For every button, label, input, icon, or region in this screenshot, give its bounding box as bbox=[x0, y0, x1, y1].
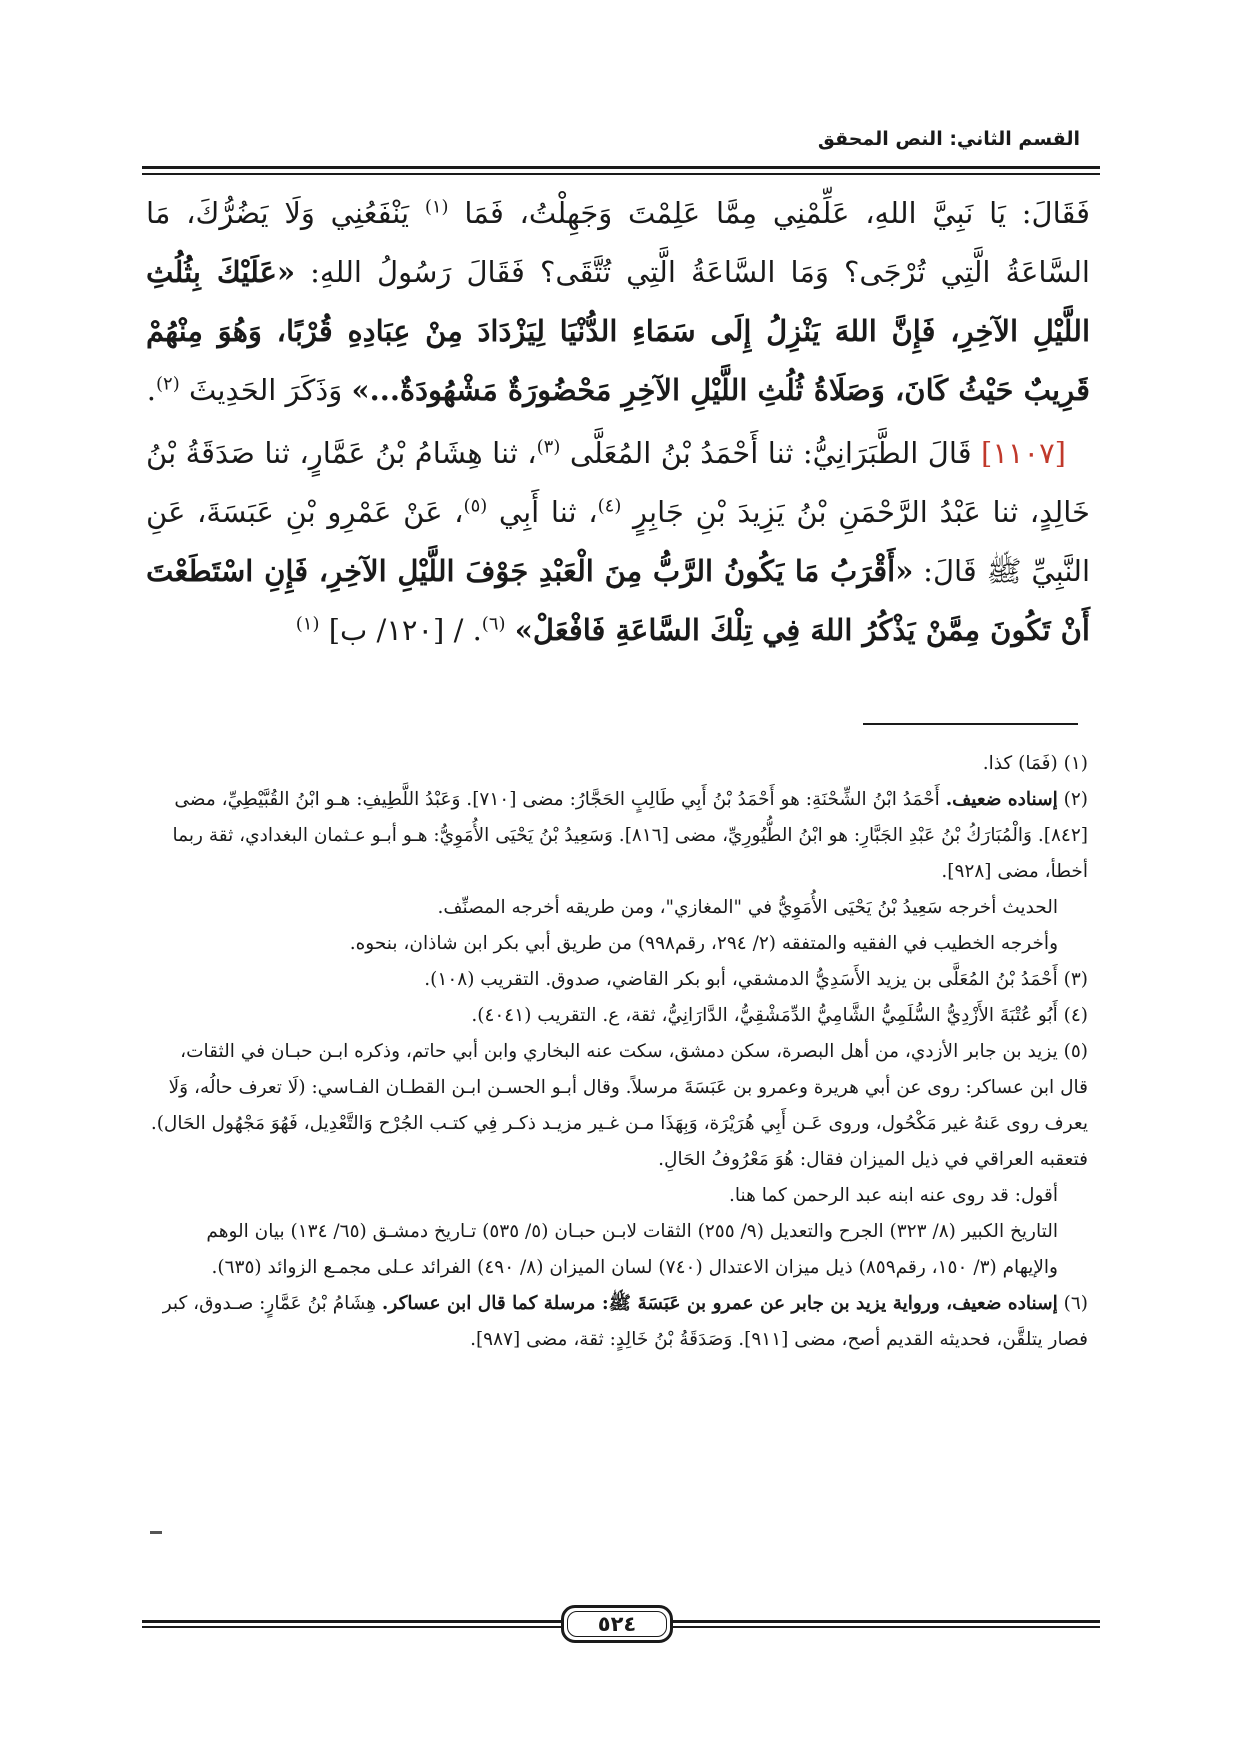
footnote-5-continued: أقول: قد روى عنه ابنه عبد الرحمن كما هنا. bbox=[728, 1185, 1058, 1206]
text-span: قَالَ الطَّبَرَانِيُّ: ثنا أَحْمَدُ بْنُ المُعَلَّى bbox=[560, 436, 982, 470]
header-rule bbox=[142, 166, 1100, 175]
footnote-separator bbox=[863, 723, 1078, 725]
footnote-6 bbox=[150, 1286, 1088, 1358]
footnote-label: (٦) bbox=[1057, 1293, 1088, 1314]
footnote-verdict: إسناده ضعيف. bbox=[945, 789, 1058, 810]
footnote-verdict: إسناده ضعيف، ورواية يزيد بن جابر عن عمرو بن عَبَسَةَ ﷺ: مرسلة كما قال ابن عساكر. bbox=[381, 1293, 1058, 1314]
footnote-label: (٢) bbox=[1057, 789, 1088, 810]
folio-marker: . / [١٢٠/ ب] bbox=[319, 613, 482, 647]
text-span: فَقَالَ: يَا نَبِيَّ اللهِ، عَلِّمْنِي مِمَّا عَلِمْتَ وَجَهِلْتُ، فَمَا bbox=[448, 196, 1090, 230]
footnote-ref-5[interactable]: (٥) bbox=[463, 495, 488, 517]
text-span: يَنْفَعُنِي وَلَا يَضُرُّكَ، مَا السَّاعَةُ الَّتِي تُرْجَى؟ وَمَا السَّاعَةُ الَّتِي تُتَّقَى؟ فَقَالَ رَسُولُ اللهِ: bbox=[146, 196, 1090, 289]
footnote-ref-4[interactable]: (٤) bbox=[597, 495, 622, 517]
footnote-4: (٤) أَبُو عُتْبَةَ الأَزْدِيُّ السُّلَمِيُّ الشَّامِيُّ الدِّمَشْقِيُّ، الدَّارَانِيُّ، ثقة، ع. التقريب (٤٠٤١). bbox=[471, 1005, 1088, 1026]
footnote-text: أَحْمَدُ ابْنُ الشِّحْنَةِ: هو أَحْمَدُ بْنُ أَبِي طَالِبٍ الحَجَّارُ: مضى [٧١٠]. وَعَبْدُ اللَّطِيفِ: هـو ابْنُ القُبَّيْطِيِّ، مضى [٨٤٢]. وَالْمُبَارَكُ بْنُ عَبْدِ الجَبَّارِ: هو ابْنُ الطُّيُورِيِّ، مضى [٨١٦]. وَسَعِيدُ بْنُ يَحْيَى الأُمَوِيُّ: هـو أبـو عـثمان البغدادي، ثقة ربما أخطأ، مضى [٩٢٨]. bbox=[172, 789, 1088, 882]
hadith-text-bold: «أَقْرَبُ مَا يَكُونُ الرَّبُّ مِنَ الْعَبْدِ جَوْفَ اللَّيْلِ الآخِرِ، فَإِنِ اسْتَطَعْتَ أَنْ تَكُونَ مِمَّنْ يَذْكُرُ اللهَ فِي تِلْكَ السَّاعَةِ فَافْعَلْ» bbox=[146, 554, 1090, 647]
hadith-text-bold: «عَلَيْكَ بِثُلُثِ اللَّيْلِ الآخِرِ، فَإِنَّ اللهَ يَنْزِلُ إِلَى سَمَاءِ الدُّنْيَا لِيَزْدَادَ مِنْ عِبَادِهِ قُرْبًا، وَهُوَ مِنْهُمْ قَرِيبٌ حَيْثُ كَانَ، وَصَلَاةُ ثُلُثِ اللَّيْلِ الآخِرِ مَحْضُورَةٌ مَشْهُودَةٌ...» bbox=[146, 255, 1090, 407]
main-text bbox=[146, 184, 1090, 660]
running-header: القسم الثاني: النص المحقق bbox=[817, 128, 1080, 150]
paragraph-1 bbox=[146, 184, 1090, 420]
dash-mark bbox=[150, 1531, 162, 1534]
footnote-2-continued: وأخرجه الخطيب في الفقيه والمتفقه (٢/ ٢٩٤، رقم٩٩٨) من طريق أبي بكر ابن شاذان، بنحوه. bbox=[349, 933, 1058, 954]
footnote-1: (١) (فَمَا) كذا. bbox=[982, 753, 1088, 774]
footnote-5: (٥) يزيد بن جابر الأزدي، من أهل البصرة، سكن دمشق، سكت عنه البخاري وابن أبي حاتم، وذكره ابـن حبـان في الثقات، قال ابن عساكر: روى عن أبي هريرة وعمرو بن عَبَسَةَ مرسلاً. وقال أبـو الحسـن ابـن القطـان الفـاسي: (لَا تعرف حالُه، وَلَا يعرف روى عَنهُ غير مَكْحُول، وروى عَـن أَبِي هُرَيْرَة، وَبِهَذَا مـن غـير مزيـد ذكـر فِي كتـب الجُرْح وَالتَّعْدِيل، فَهُوَ مَجْهُول الحَال). فتعقبه العراقي في ذيل الميزان فقال: هُوَ مَعْرُوفُ الحَالِ. bbox=[150, 1041, 1088, 1170]
hadith-number: [١١٠٧] bbox=[981, 436, 1066, 470]
text-span: ، عَنْ عَمْرِو بْنِ عَبَسَةَ، عَنِ النَّبِيِّ ﷺ قَالَ: bbox=[146, 495, 1091, 588]
footnote-3: (٣) أَحْمَدُ بْنُ المُعَلَّى بن يزيد الأَسَدِيُّ الدمشقي، أبو بكر القاضي، صدوق. التقريب (١٠٨). bbox=[424, 969, 1088, 990]
text-span: وَذَكَرَ الحَدِيثَ bbox=[179, 373, 352, 407]
footnote-text: هِشَامُ بْنُ عَمَّارٍ: صـدوق، كبر فصار يتلقَّن، فحديثه القديم أصح، مضى [٩١١]. وَصَدَقَةُ بْنُ خَالِدٍ: ثقة، مضى [٩٨٧]. bbox=[162, 1293, 1088, 1350]
footnotes bbox=[150, 746, 1088, 1358]
text-span: ، ثنا هِشَامُ بْنُ عَمَّارٍ، ثنا صَدَقَةُ بْنُ خَالِدٍ، ثنا عَبْدُ الرَّحْمَنِ بْنُ يَزِيدَ بْنِ جَابِرٍ bbox=[146, 436, 1090, 529]
footnote-ref-1b[interactable]: (١) bbox=[295, 613, 320, 635]
paragraph-2 bbox=[146, 424, 1090, 660]
page-number: ٥٢٤ bbox=[597, 1612, 637, 1636]
text-span: . bbox=[146, 373, 156, 407]
footnote-2 bbox=[150, 782, 1088, 890]
footnote-ref-3[interactable]: (٣) bbox=[536, 436, 561, 458]
footnote-ref-6[interactable]: (٦) bbox=[481, 613, 506, 635]
footnote-5-sources: التاريخ الكبير (٨/ ٣٢٣) الجرح والتعديل (٩/ ٢٥٥) الثقات لابـن حبـان (٥/ ٥٣٥) تـاريخ دمشـق (٦٥/ ١٣٤) بيان الوهم والإيهام (٣/ ١٥٠، رقم٨٥٩) ذيل ميزان الاعتدال (٧٤٠) لسان الميزان (٨/ ٤٩٠) الفرائد عـلى مجمـع الزوائد (٦٣٥). bbox=[206, 1221, 1058, 1278]
page-number-frame bbox=[561, 1605, 673, 1643]
footnote-2-continued: الحديث أخرجه سَعِيدُ بْنُ يَحْيَى الأُمَوِيُّ في "المغازي"، ومن طريقه أخرجه المصنِّف. bbox=[437, 897, 1058, 918]
text-span: ، ثنا أَبِي bbox=[487, 495, 598, 529]
footnote-ref-2[interactable]: (٢) bbox=[156, 373, 180, 395]
footnote-ref-1[interactable]: (١) bbox=[424, 196, 449, 218]
